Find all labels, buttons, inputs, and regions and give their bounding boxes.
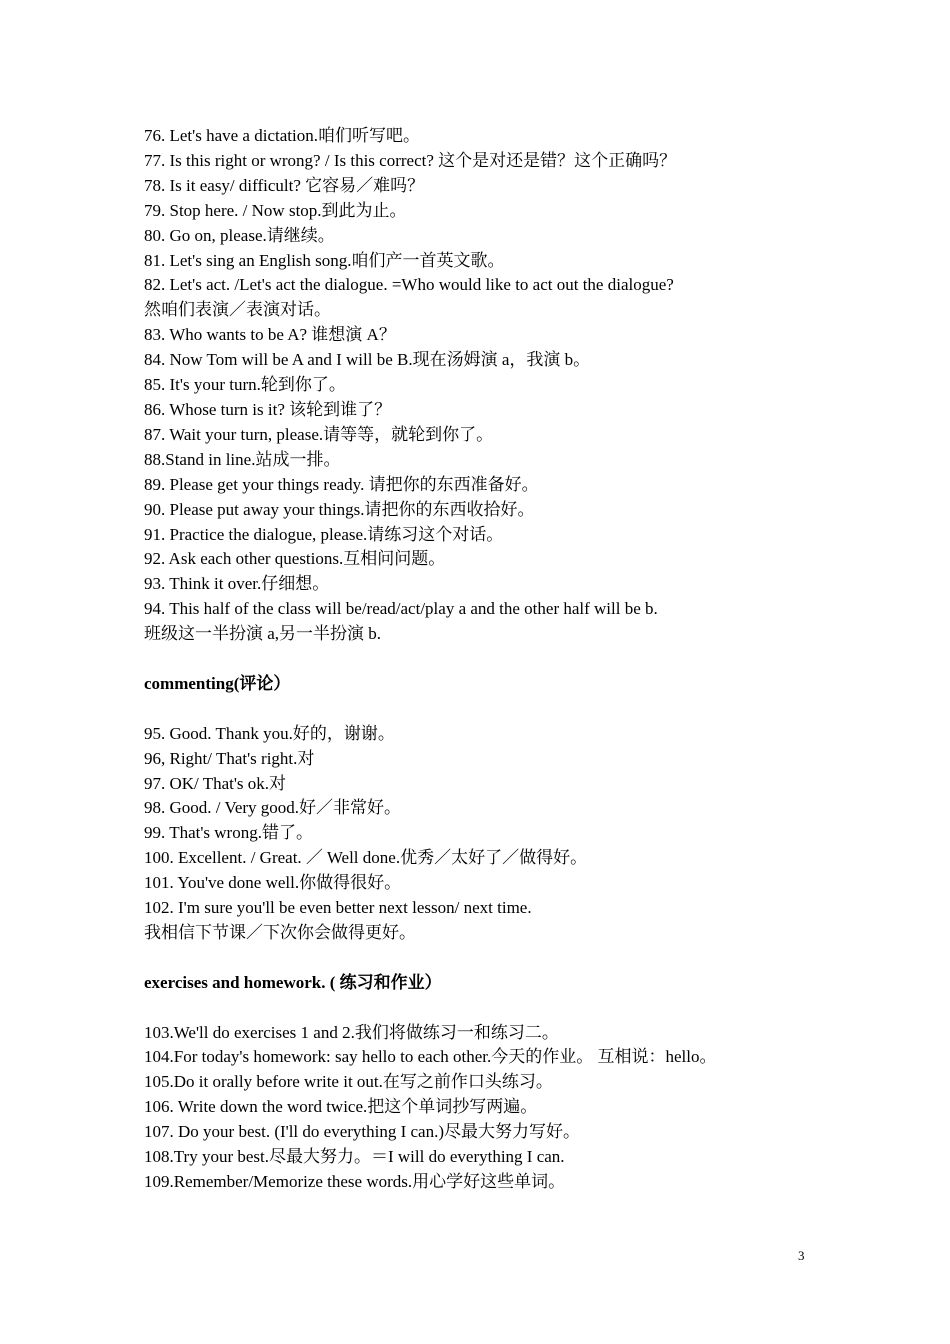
spacer — [144, 647, 834, 672]
list-item: 85. It's your turn.轮到你了。 — [144, 375, 346, 395]
list-item: 90. Please put away your things.请把你的东西收拾好。 — [144, 499, 535, 519]
page-number: 3 — [798, 1248, 805, 1263]
spacer — [144, 946, 834, 971]
list-item: 然咱们表演／表演对话。 — [144, 300, 331, 320]
section-classroom-phrases — [144, 124, 834, 647]
list-item: 95. Good. Thank you.好的，谢谢。 — [144, 723, 395, 743]
list-item: 班级这一半扮演 a,另一半扮演 b. — [144, 624, 382, 644]
list-item: 96, Right/ That's right.对 — [144, 748, 315, 768]
list-item: 91. Practice the dialogue, please.请练习这个对话。 — [144, 524, 504, 544]
list-item: 82. Let's act. /Let's act the dialogue. =Who would like to act out the dialogue? — [144, 275, 674, 295]
list-item: 77. Is this right or wrong? / Is this correct? 这个是对还是错？这个正确吗？ — [144, 150, 677, 170]
list-item: 104.For today's homework: say hello to each other.今天的作业。 互相说：hello。 — [144, 1047, 717, 1067]
list-item: 76. Let's have a dictation.咱们听写吧。 — [144, 126, 420, 145]
list-item: 103.We'll do exercises 1 and 2.我们将做练习一和练习二。 — [144, 1022, 559, 1042]
list-item: 101. You've done well.你做得很好。 — [144, 873, 402, 893]
list-item: 78. Is it easy/ difficult? 它容易／难吗？ — [144, 175, 425, 195]
section-exercises-homework — [144, 971, 834, 1195]
list-item: 84. Now Tom will be A and I will be B.现在汤姆演 a，我演 b。 — [144, 350, 591, 370]
section-heading: exercises and homework. ( 练习和作业） — [144, 972, 442, 992]
list-item: 83. Who wants to be A? 谁想演 A？ — [144, 325, 396, 345]
list-item: 86. Whose turn is it? 该轮到谁了？ — [144, 399, 392, 419]
spacer — [144, 697, 834, 722]
list-item: 100. Excellent. / Great. ／ Well done.优秀／太好了／做得好。 — [144, 848, 588, 868]
list-item: 97. OK/ That's ok.对 — [144, 773, 287, 793]
list-item: 92. Ask each other questions.互相问问题。 — [144, 549, 446, 569]
list-item: 99. That's wrong.错了。 — [144, 823, 313, 843]
list-item: 87. Wait your turn, please.请等等，就轮到你了。 — [144, 424, 494, 444]
list-item: 109.Remember/Memorize these words.用心学好这些单词。 — [144, 1172, 566, 1191]
list-item: 98. Good. / Very good.好／非常好。 — [144, 798, 402, 818]
list-item: 80. Go on, please.请继续。 — [144, 225, 335, 245]
list-item: 102. I'm sure you'll be even better next lesson/ next time. — [144, 898, 532, 918]
list-item: 79. Stop here. / Now stop.到此为止。 — [144, 200, 407, 220]
list-item: 89. Please get your things ready. 请把你的东西准备好。 — [144, 474, 539, 494]
section-heading: commenting(评论） — [144, 673, 291, 693]
list-item: 108.Try your best.尽最大努力。＝I will do everything I can. — [144, 1147, 565, 1167]
list-item: 88.Stand in line.站成一排。 — [144, 449, 341, 469]
list-item: 我相信下节课／下次你会做得更好。 — [144, 922, 416, 942]
list-item: 94. This half of the class will be/read/act/play a and the other half will be b. — [144, 599, 658, 619]
document-body — [144, 124, 834, 1195]
list-item: 106. Write down the word twice.把这个单词抄写两遍。 — [144, 1097, 538, 1117]
list-item: 81. Let's sing an English song.咱们产一首英文歌。 — [144, 250, 505, 270]
list-item: 93. Think it over.仔细想。 — [144, 574, 330, 594]
spacer — [144, 996, 834, 1021]
section-commenting — [144, 672, 834, 946]
list-item: 105.Do it orally before write it out.在写之前作口头练习。 — [144, 1072, 553, 1092]
list-item: 107. Do your best. (I'll do everything I can.)尽最大努力写好。 — [144, 1122, 581, 1142]
